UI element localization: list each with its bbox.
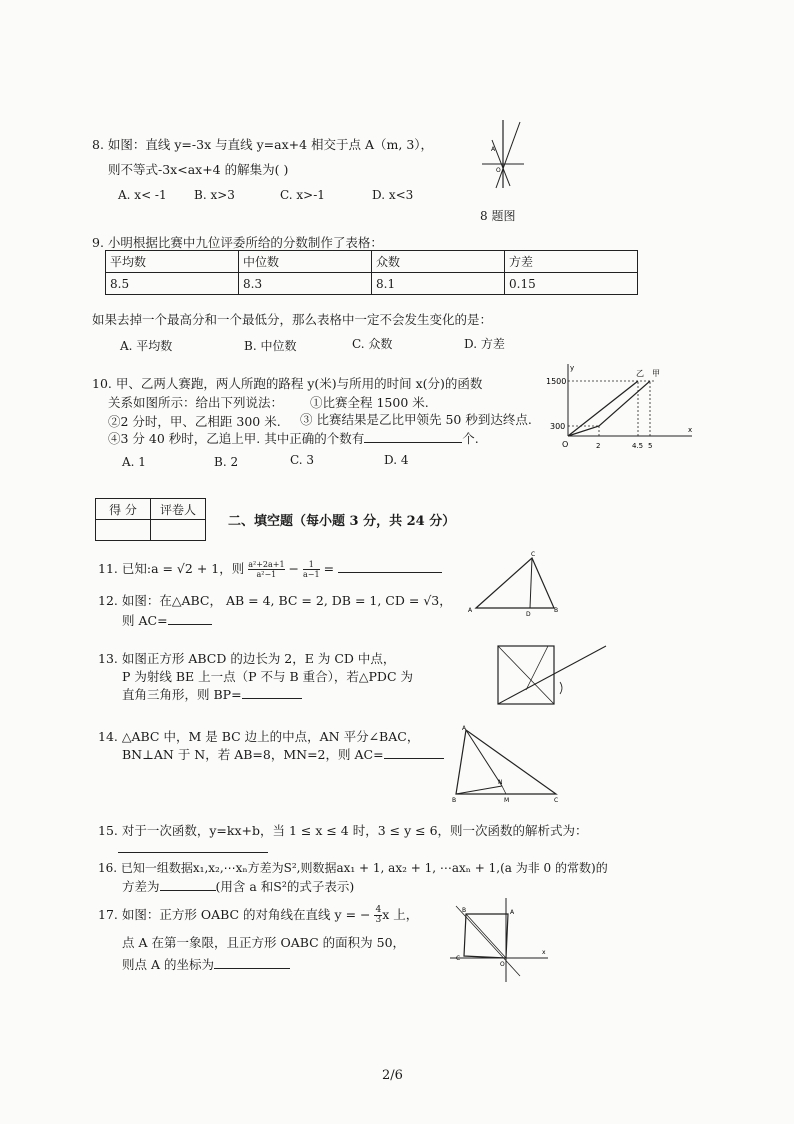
q14-figure (448, 722, 564, 806)
q14-fig-label-a: A (462, 725, 467, 732)
q12-answer-blank[interactable] (168, 612, 212, 625)
q9-header-mode: 众数 (372, 251, 505, 273)
q9-value-variance: 0.15 (505, 273, 638, 295)
q14-line2-row (122, 746, 444, 763)
score-cell[interactable] (96, 520, 151, 541)
q12-fig-label-b: B (554, 607, 559, 614)
q11-frac2-num: 1 (303, 560, 320, 570)
q9-option-a: A. 平均数 (120, 339, 173, 353)
score-box (95, 498, 206, 541)
q10-statement-4-row (108, 430, 479, 447)
q13-line3: 直角三角形，则 BP= (122, 687, 242, 702)
q17-frac-den: 3 (375, 915, 382, 925)
q8-option-a: A. x< -1 (118, 188, 167, 202)
q16-line2-row (122, 878, 354, 895)
q17-line1-row (98, 906, 418, 925)
q11-eq: = (323, 561, 335, 576)
section2-title: 二、填空题（每小题 3 分，共 24 分） (228, 514, 456, 529)
q9-value-median: 8.3 (239, 273, 372, 295)
q9-value-mean: 8.5 (106, 273, 239, 295)
q9-option-c: C. 众数 (352, 337, 393, 351)
grader-cell[interactable] (151, 520, 206, 541)
q12-figure (464, 550, 574, 622)
q10-fig-y-1500: 1500 (546, 377, 567, 386)
q17-fig-label-b: B (462, 907, 467, 914)
q10-fig-label-jia: 甲 (652, 369, 660, 378)
q13-line3-row (122, 686, 302, 703)
q14-line2: BN⊥AN 于 N，若 AB=8，MN=2，则 AC= (122, 747, 384, 762)
q17-fig-label-a: A (510, 909, 515, 916)
q16-answer-blank[interactable] (160, 878, 216, 891)
q10-option-b: B. 2 (214, 455, 239, 469)
q13-line1: 13. 如图正方形 ABCD 的边长为 2，E 为 CD 中点， (98, 651, 396, 666)
q9-line1: 9. 小明根据比赛中九位评委所给的分数制作了表格： (92, 235, 383, 250)
q17-fig-label-c: C (456, 955, 461, 962)
q16-line2b: (用含 a 和S²的式子表示) (215, 879, 355, 894)
q8-figure (478, 118, 528, 190)
q11-frac1-num: a²+2a+1 (248, 560, 285, 569)
q17-fig-label-o: O (500, 961, 505, 968)
q11-answer-blank[interactable] (338, 560, 442, 573)
q8-fig-label-a: A (491, 146, 496, 153)
q14-fig-label-b: B (452, 797, 457, 804)
q14-fig-label-m: M (504, 797, 510, 804)
q16-line1: 16. 已知一组数据x₁,x₂,⋯xₙ方差为S²,则数据ax₁ + 1, ax₂ + 1, ⋯axₙ + 1,(a 为非 0 的常数)的 (98, 861, 608, 875)
q10-line4-end: 个. (462, 431, 479, 446)
q8-line1: 8. 如图：直线 y=-3x 与直线 y=ax+4 相交于点 A（m, 3）， (92, 137, 434, 152)
q8-fig-caption: 8 题图 (480, 209, 516, 223)
q10-figure (544, 360, 694, 460)
page-number: 2/6 (382, 1068, 403, 1083)
q12-fig-label-a: A (468, 607, 473, 614)
q9-header-mean: 平均数 (106, 251, 239, 273)
q17-line1a: 17. 如图：正方形 OABC 的对角线在直线 y = − (98, 907, 371, 922)
q10-fig-x-label: x (688, 426, 693, 434)
q17-answer-blank[interactable] (214, 956, 290, 969)
q14-fig-label-n: N (498, 779, 503, 786)
q10-statement-2: ②2 分时，甲、乙相距 300 米. (108, 414, 281, 429)
q14-answer-blank[interactable] (384, 746, 444, 759)
q9-option-b: B. 中位数 (244, 339, 297, 353)
q10-line2a: 关系如图所示：给出下列说法： (108, 395, 284, 410)
q9-table (105, 250, 638, 295)
q14-fig-label-c: C (554, 797, 559, 804)
q9-line2: 如果去掉一个最高分和一个最低分，那么表格中一定不会发生变化的是： (92, 312, 493, 327)
q11-frac2-den: a−1 (303, 570, 320, 579)
q10-fig-label-yi: 乙 (636, 369, 644, 378)
q14-line1: 14. △ABC 中，M 是 BC 边上的中点，AN 平分∠BAC， (98, 729, 420, 744)
q10-fig-x-5: 5 (648, 442, 653, 450)
q12-line2-row (122, 612, 212, 629)
q10-fig-x-2: 2 (596, 442, 601, 450)
q10-fig-y-label: y (570, 364, 575, 372)
q12-fig-label-d: D (526, 611, 531, 618)
q17-frac-num: 4 (375, 905, 382, 915)
q10-option-d: D. 4 (384, 453, 409, 467)
q10-fig-y-300: 300 (550, 422, 566, 431)
q10-line1: 10. 甲、乙两人赛跑，两人所跑的路程 y(米)与所用的时间 x(分)的函数 (92, 376, 483, 391)
q10-option-a: A. 1 (122, 455, 146, 469)
q9-option-d: D. 方差 (464, 337, 505, 351)
q10-fig-x-45: 4.5 (632, 442, 644, 450)
q12-line2: 则 AC= (122, 613, 168, 628)
q10-statement-4: ④3 分 40 秒时，乙追上甲. 其中正确的个数有 (108, 431, 365, 446)
score-header: 得 分 (96, 499, 151, 520)
q11-prefix: 11. 已知:a = √2 + 1，则 (98, 561, 245, 576)
q11-frac1-den: a²−1 (256, 570, 277, 579)
q10-fig-origin: O (562, 440, 569, 449)
q8-line2: 则不等式-3x<ax+4 的解集为( ) (108, 162, 289, 177)
q10-statement-1: ①比赛全程 1500 米. (310, 395, 429, 410)
grader-header: 评卷人 (151, 499, 206, 520)
q12-fig-label-c: C (531, 551, 536, 558)
q15-answer-blank[interactable] (118, 840, 268, 853)
q11-minus: − (288, 561, 300, 576)
q12-line1: 12. 如图：在△ABC， AB = 4, BC = 2, DB = 1, CD = √3， (98, 593, 452, 608)
q15-line1: 15. 对于一次函数，y=kx+b，当 1 ≤ x ≤ 4 时，3 ≤ y ≤ 6，则一次函数的解析式为： (98, 823, 588, 838)
q8-option-b: B. x>3 (194, 188, 235, 202)
q9-header-median: 中位数 (239, 251, 372, 273)
q9-header-variance: 方差 (505, 251, 638, 273)
q10-answer-blank[interactable] (364, 430, 462, 443)
q8-fig-label-o: O (496, 167, 501, 174)
q11-row (98, 560, 442, 579)
q13-line2: P 为射线 BE 上一点（P 不与 B 重合），若△PDC 为 (122, 669, 413, 684)
q13-figure (490, 640, 610, 712)
q17-line3-row (122, 956, 290, 973)
q17-line3: 则点 A 的坐标为 (122, 957, 214, 972)
q17-line2: 点 A 在第一象限，且正方形 OABC 的面积为 50， (122, 935, 406, 950)
q17-fig-label-x: x (542, 949, 546, 956)
q8-option-d: D. x<3 (372, 188, 414, 202)
q8-option-c: C. x>-1 (280, 188, 325, 202)
q10-statement-3: ③ 比赛结果是乙比甲领先 50 秒到达终点. (300, 412, 532, 427)
q16-line2a: 方差为 (122, 879, 160, 894)
q13-answer-blank[interactable] (242, 686, 302, 699)
q9-value-mode: 8.1 (372, 273, 505, 295)
q17-figure (448, 896, 558, 986)
q17-line1b: x 上， (382, 907, 419, 922)
q10-option-c: C. 3 (290, 453, 315, 467)
